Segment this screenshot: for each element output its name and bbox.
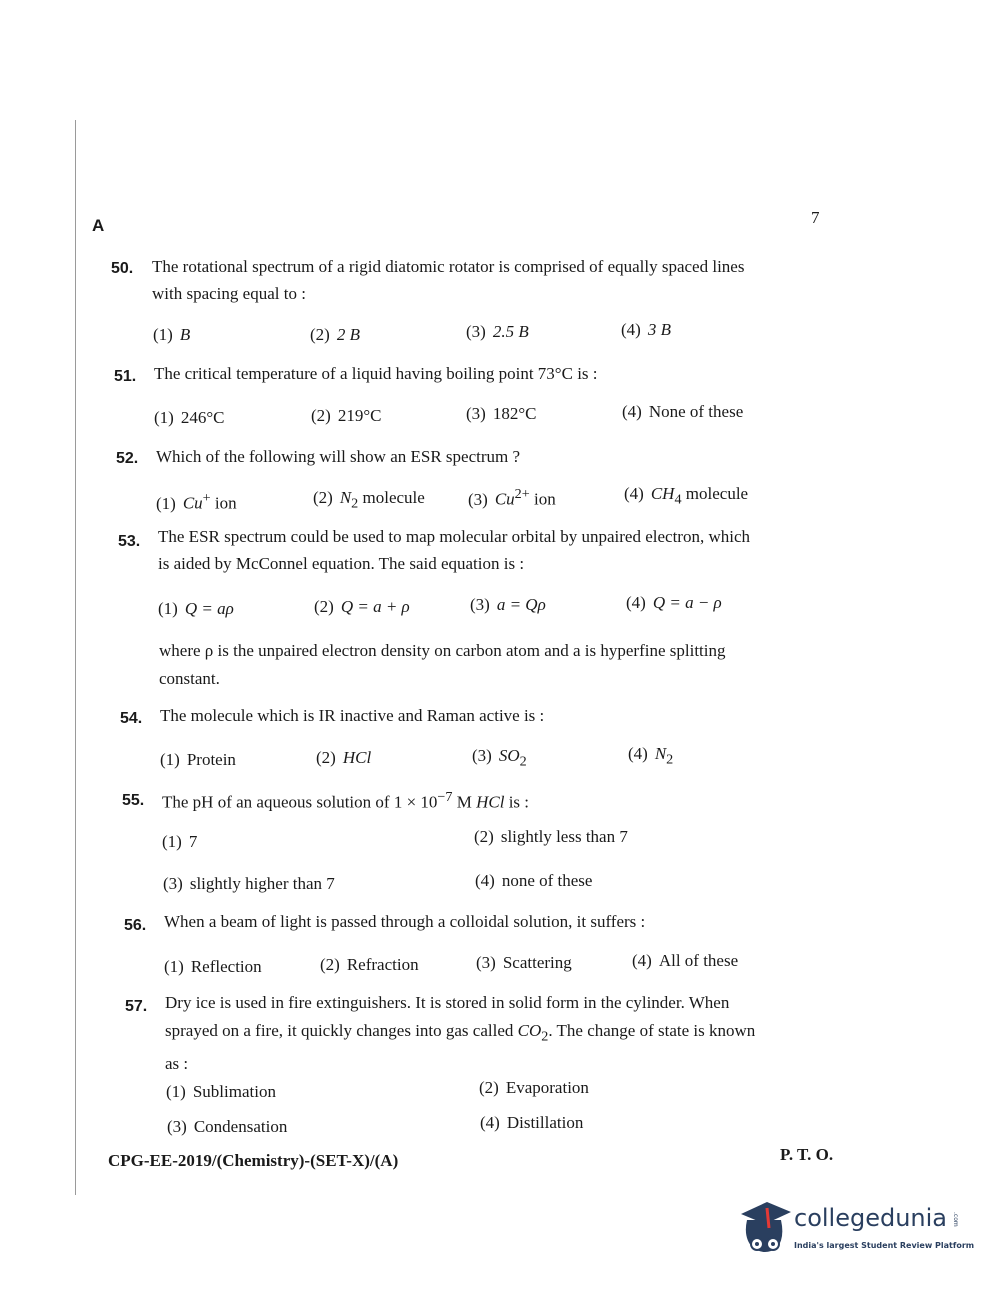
formula: Cu	[494, 489, 515, 509]
option-1	[156, 490, 237, 514]
option-text: HCl	[342, 748, 372, 767]
subscript: 4	[674, 491, 682, 508]
option-number: (1)	[158, 599, 178, 618]
option-number: (4)	[475, 871, 495, 890]
option-number: (2)	[313, 488, 333, 507]
option-1	[166, 1082, 276, 1102]
option-text: Q = a + ρ	[340, 597, 410, 616]
question-fragment: sprayed on a fire, it quickly changes into gas called	[165, 1021, 518, 1040]
option-3	[468, 486, 556, 510]
question-number: 53.	[118, 533, 141, 550]
option-2	[320, 955, 419, 975]
question-fragment: is :	[504, 792, 529, 812]
question-text: Which of the following will show an ESR spectrum ?	[156, 447, 521, 466]
option-number: (3)	[470, 595, 490, 614]
option-4	[624, 484, 748, 508]
exponent: −7	[437, 789, 453, 805]
collegedunia-logo	[737, 1198, 975, 1264]
page-number: 7	[811, 208, 820, 227]
question-fragment: The pH of an aqueous solution of 1 × 10	[162, 792, 438, 812]
option-text: slightly higher than 7	[189, 874, 335, 893]
option-number: (2)	[320, 955, 340, 974]
option-text: 182°C	[492, 404, 537, 423]
option-number: (3)	[468, 489, 488, 509]
formula: CH	[650, 484, 675, 503]
option-4	[475, 871, 592, 891]
option-3	[466, 322, 529, 342]
formula: Cu	[182, 493, 203, 513]
option-number: (2)	[311, 406, 331, 425]
option-text: molecule	[681, 484, 749, 503]
option-1	[160, 750, 236, 770]
question-line: The rotational spectrum of a rigid diatomic rotator is comprised of equally spaced lines	[152, 257, 745, 276]
option-text: 2.5 B	[492, 322, 529, 341]
logo-com: .com	[952, 1212, 959, 1227]
logo-tagline: India's largest Student Review Platform	[794, 1241, 975, 1250]
question-text: The critical temperature of a liquid having boiling point 73°C is :	[154, 364, 598, 383]
charge: 2+	[514, 486, 530, 502]
option-4	[480, 1113, 583, 1133]
option-text: Distillation	[506, 1113, 584, 1132]
question-text	[165, 989, 755, 1078]
question-text	[162, 784, 529, 816]
option-text: molecule	[358, 488, 425, 507]
question-line: as :	[165, 1054, 189, 1074]
option-text: 2 B	[336, 325, 360, 344]
option-text: Reflection	[190, 957, 262, 976]
option-number: (4)	[624, 484, 644, 503]
question-line: is aided by McConnel equation. The said equation is :	[158, 554, 525, 573]
question-number: 57.	[125, 998, 148, 1015]
question-number: 51.	[114, 368, 137, 385]
subscript: 2	[351, 495, 359, 512]
option-1	[154, 408, 224, 428]
option-number: (1)	[156, 493, 176, 513]
formula: HCl	[476, 792, 505, 812]
option-text: 246°C	[180, 408, 225, 427]
option-4	[621, 320, 671, 340]
formula: CO	[517, 1021, 542, 1040]
option-2	[479, 1078, 589, 1098]
logo-wordmark: collegedunia	[794, 1204, 948, 1232]
option-text: Protein	[186, 750, 236, 769]
pto-label: P. T. O.	[780, 1145, 834, 1164]
question-number: 52.	[116, 450, 139, 467]
question-text	[152, 253, 744, 307]
option-4	[628, 744, 673, 768]
option-text: Q = aρ	[184, 599, 234, 618]
option-2	[313, 488, 425, 512]
option-number: (2)	[316, 748, 336, 767]
subscript: 2	[519, 753, 527, 770]
paper-code: CPG-EE-2019/(Chemistry)-(SET-X)/(A)	[108, 1151, 399, 1170]
question-line: with spacing equal to :	[152, 284, 306, 303]
option-number: (2)	[314, 597, 334, 616]
option-number: (1)	[164, 957, 184, 976]
option-number: (3)	[167, 1117, 187, 1136]
question-line: Dry ice is used in fire extinguishers. It is stored in solid form in the cylinder. When	[165, 993, 730, 1012]
charge: +	[202, 490, 211, 506]
option-number: (3)	[472, 746, 492, 765]
question-number: 55.	[122, 792, 145, 809]
page-margin-line	[75, 120, 76, 1195]
option-number: (2)	[474, 827, 494, 846]
option-text: Refraction	[346, 955, 419, 974]
option-number: (4)	[622, 402, 642, 421]
option-number: (3)	[466, 404, 486, 423]
option-number: (2)	[479, 1078, 499, 1097]
formula: SO	[498, 746, 520, 765]
option-text: Scattering	[502, 953, 572, 972]
option-number: (4)	[628, 744, 648, 763]
option-text: None of these	[648, 402, 744, 421]
option-text: Q = a − ρ	[652, 593, 722, 612]
option-number: (4)	[626, 593, 646, 612]
option-2	[316, 748, 371, 768]
option-1	[153, 325, 190, 345]
option-4	[632, 951, 738, 971]
option-text: ion	[210, 493, 237, 513]
option-number: (1)	[162, 832, 182, 851]
option-3	[472, 746, 527, 770]
option-2	[474, 827, 628, 847]
option-number: (4)	[632, 951, 652, 970]
option-text: none of these	[501, 871, 593, 890]
option-number: (1)	[160, 750, 180, 769]
formula: N	[654, 744, 667, 763]
option-text: All of these	[658, 951, 739, 970]
option-3	[466, 404, 536, 424]
option-1	[164, 957, 262, 977]
option-number: (4)	[480, 1113, 500, 1132]
option-2	[310, 325, 360, 345]
option-text: Sublimation	[192, 1082, 276, 1101]
question-text: The molecule which is IR inactive and Raman active is :	[160, 706, 545, 725]
option-number: (4)	[621, 320, 641, 339]
option-text: 219°C	[337, 406, 382, 425]
option-4	[626, 593, 722, 613]
option-text: Condensation	[193, 1117, 288, 1136]
question-text	[158, 523, 750, 577]
option-2	[311, 406, 381, 426]
option-text: ion	[529, 489, 556, 509]
option-4	[622, 402, 743, 422]
option-2	[314, 597, 410, 617]
question-text: When a beam of light is passed through a colloidal solution, it suffers :	[164, 912, 646, 931]
question-number: 54.	[120, 710, 143, 727]
option-1	[158, 599, 234, 619]
option-text: Evaporation	[505, 1078, 589, 1097]
mascot-icon	[737, 1198, 793, 1260]
option-number: (3)	[476, 953, 496, 972]
question-line: The ESR spectrum could be used to map molecular orbital by unpaired electron, which	[158, 527, 750, 546]
question-line	[165, 1017, 755, 1050]
question-fragment: M	[452, 792, 477, 812]
option-number: (1)	[154, 408, 174, 427]
option-text: 7	[188, 832, 198, 851]
option-1	[162, 832, 197, 852]
option-text: 3 B	[647, 320, 671, 339]
question-number: 56.	[124, 917, 147, 934]
question-note	[159, 637, 726, 693]
set-label: A	[92, 216, 105, 235]
option-number: (1)	[166, 1082, 186, 1101]
subscript: 2	[541, 1028, 549, 1045]
option-number: (1)	[153, 325, 173, 344]
option-3	[476, 953, 572, 973]
question-number: 50.	[111, 260, 134, 277]
formula: N	[339, 488, 352, 507]
note-line: constant.	[159, 669, 220, 688]
note-line: where ρ is the unpaired electron density on carbon atom and a is hyperfine splitting	[159, 641, 726, 660]
option-3	[163, 874, 335, 894]
option-number: (3)	[466, 322, 486, 341]
option-3	[470, 595, 546, 615]
option-number: (2)	[310, 325, 330, 344]
option-text: a = Qρ	[496, 595, 546, 614]
option-text: B	[179, 325, 191, 344]
question-fragment: . The change of state is known	[548, 1021, 756, 1040]
option-3	[167, 1117, 287, 1137]
subscript: 2	[666, 751, 674, 768]
option-text: slightly less than 7	[500, 827, 628, 846]
option-number: (3)	[163, 874, 183, 893]
